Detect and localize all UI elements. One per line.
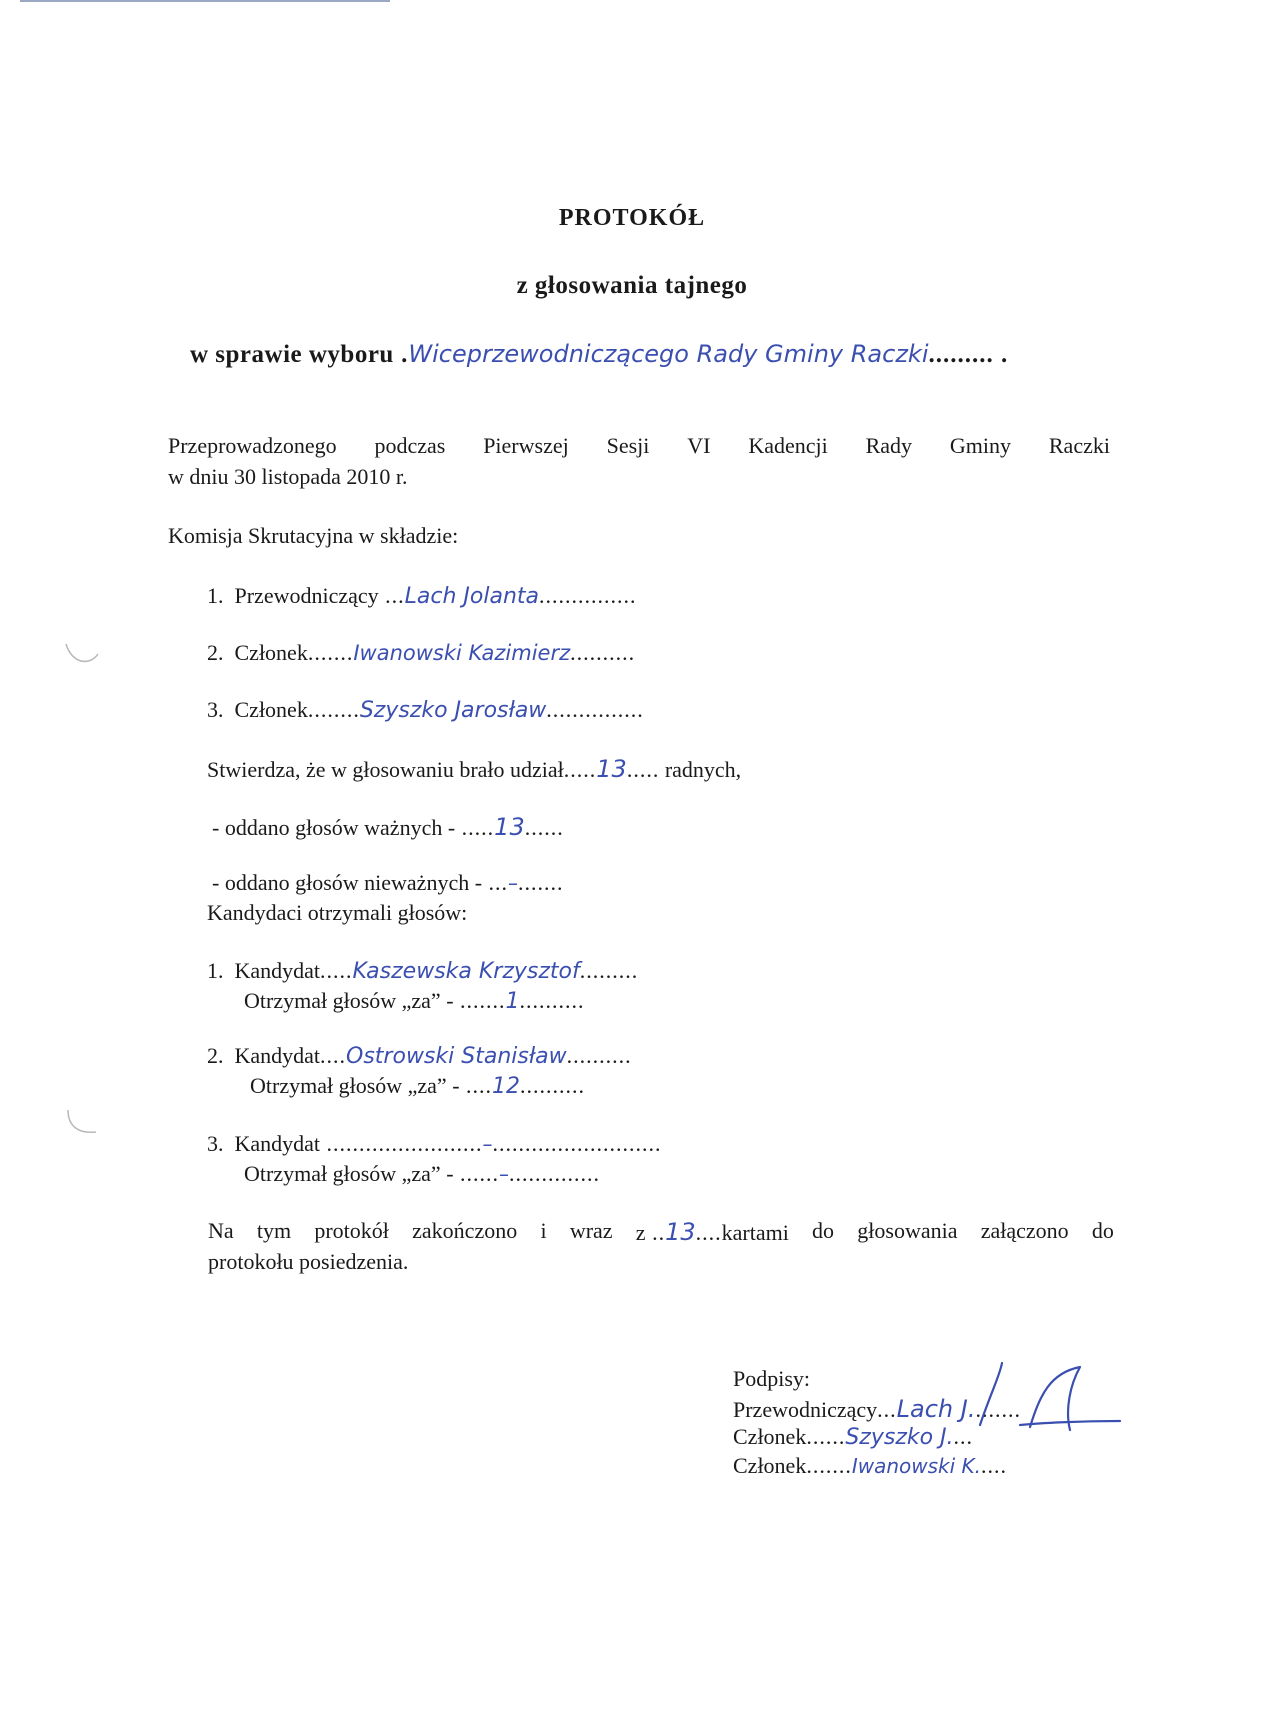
closing-word: Na (208, 1218, 234, 1243)
closing-word: zakończono (412, 1218, 518, 1243)
document-title: PROTOKÓŁ (558, 205, 706, 231)
closing-word: załączono (980, 1218, 1069, 1243)
closing-word: wraz (569, 1218, 613, 1243)
participation-line: Stwierdza, że w głosowaniu brało udział.....13..... radnych, (207, 755, 742, 783)
participation-count: 13 (596, 755, 627, 783)
candidate-1-votes: Otrzymał głosów „za” - .......1.......... (244, 988, 585, 1014)
candidate-2-votes: Otrzymał głosów „za” - ....12.......... (250, 1073, 586, 1099)
candidate-2-line: 2. Kandydat....Ostrowski Stanisław.......... (207, 1043, 632, 1069)
signature-member-1: Szyszko J. (845, 1425, 954, 1450)
matter-label: w sprawie wyboru (190, 341, 394, 368)
member-name: Lach Jolanta (404, 584, 540, 609)
candidate-3-line: 3. Kandydat ........................–.......................... (207, 1131, 662, 1156)
closing-word: kartami (721, 1220, 789, 1245)
candidate-votes-count: 12 (492, 1074, 521, 1099)
intro-word: Gminy (949, 433, 1012, 458)
candidate-3-votes: Otrzymał głosów „za” - ......–.............. (244, 1161, 601, 1186)
signature-role: Przewodniczący (733, 1397, 878, 1422)
candidate-votes-label: Otrzymał głosów „za” - (250, 1073, 460, 1098)
participation-suffix: radnych, (664, 757, 742, 782)
signature-row-3: Członek.......Iwanowski K..... (733, 1453, 1007, 1478)
cards-count: 13 (665, 1218, 696, 1246)
committee-member-2: 2. Członek.......Iwanowski Kazimierz.......... (207, 640, 636, 665)
member-role: Członek (234, 697, 308, 722)
closing-word: protokół (314, 1218, 389, 1243)
invalid-votes-count: – (508, 871, 519, 895)
closing-word: do (1091, 1218, 1114, 1243)
signature-role: Członek (733, 1424, 807, 1449)
matter-handwritten: Wiceprzewodniczącego Rady Gminy Raczki (408, 340, 929, 368)
closing-word: tym (256, 1218, 292, 1243)
closing-word: głosowania (857, 1218, 958, 1243)
invalid-votes-label: - oddano głosów nieważnych - (212, 870, 483, 895)
candidate-name: Ostrowski Stanisław (346, 1044, 567, 1069)
candidate-number: 1. (207, 958, 224, 983)
member-role: Członek (234, 640, 308, 665)
signature-chairman: Lach J. (896, 1395, 976, 1423)
candidate-name: Kaszewska Krzysztof (352, 959, 580, 984)
signature-flourish (920, 1355, 1130, 1435)
member-name: Iwanowski Kazimierz (353, 641, 571, 665)
candidate-name: – (482, 1132, 493, 1156)
valid-votes-label: - oddano głosów ważnych - (212, 815, 456, 840)
closing-line-1 (208, 1218, 1114, 1246)
intro-line-1 (168, 433, 1110, 459)
matter-line: w sprawie wyboru .Wiceprzewodniczącego Rady Gminy Raczki......... . (190, 340, 1009, 368)
signature-row-2: Członek......Szyszko J.... (733, 1424, 974, 1450)
invalid-votes-line: - oddano głosów nieważnych - ...–....... (212, 870, 564, 895)
candidates-heading: Kandydaci otrzymali głosów: (207, 900, 468, 925)
member-number: 1. (207, 583, 224, 608)
valid-votes-count: 13 (494, 813, 525, 841)
candidate-number: 3. (207, 1131, 224, 1156)
closing-cards-group: z ..13....kartami (635, 1218, 789, 1246)
signature-role: Członek (733, 1453, 807, 1478)
closing-word: do (812, 1218, 835, 1243)
member-name: Szyszko Jarosław (359, 698, 547, 723)
closing-word: i (540, 1218, 547, 1243)
participation-prefix: Stwierdza, że w głosowaniu brało udział (207, 757, 564, 782)
margin-hole-mark (62, 1108, 102, 1138)
candidate-1-line: 1. Kandydat.....Kaszewska Krzysztof......... (207, 958, 639, 984)
candidate-label: Kandydat (234, 1131, 321, 1156)
margin-hole-mark (62, 640, 102, 670)
scan-edge-line (20, 0, 390, 2)
intro-word: Sesji (606, 433, 650, 458)
committee-heading: Komisja Skrutacyjna w składzie: (168, 523, 459, 548)
candidate-number: 2. (207, 1043, 224, 1068)
candidate-votes-label: Otrzymał głosów „za” - (244, 1161, 454, 1186)
committee-member-1: 1. Przewodniczący ...Lach Jolanta............... (207, 583, 637, 609)
signature-row-1: Przewodniczący...Lach J........ (733, 1395, 1021, 1423)
intro-word: podczas (374, 433, 446, 458)
candidate-label: Kandydat (234, 1043, 321, 1068)
candidate-votes-count: – (499, 1162, 510, 1186)
member-role: Przewodniczący (234, 583, 379, 608)
intro-word: Przeprowadzonego (168, 433, 337, 458)
intro-word: Rady (865, 433, 913, 458)
candidate-votes-label: Otrzymał głosów „za” - (244, 988, 454, 1013)
closing-word: z (635, 1220, 646, 1245)
signature-member-2: Iwanowski K. (851, 1454, 981, 1478)
valid-votes-line: - oddano głosów ważnych - .....13...... (212, 813, 564, 841)
intro-word: Kadencji (748, 433, 828, 458)
member-number: 2. (207, 640, 224, 665)
candidate-label: Kandydat (234, 958, 321, 983)
committee-member-3: 3. Członek........Szyszko Jarosław............... (207, 697, 644, 723)
intro-word: Raczki (1048, 433, 1110, 458)
intro-word: VI (687, 433, 711, 458)
closing-line-2: protokołu posiedzenia. (208, 1249, 409, 1274)
member-number: 3. (207, 697, 224, 722)
document-subtitle: z głosowania tajnego (516, 272, 748, 299)
intro-line-2: w dniu 30 listopada 2010 r. (168, 464, 408, 489)
candidate-votes-count: 1 (505, 989, 520, 1014)
intro-word: Pierwszej (483, 433, 569, 458)
signatures-heading: Podpisy: (733, 1366, 811, 1391)
